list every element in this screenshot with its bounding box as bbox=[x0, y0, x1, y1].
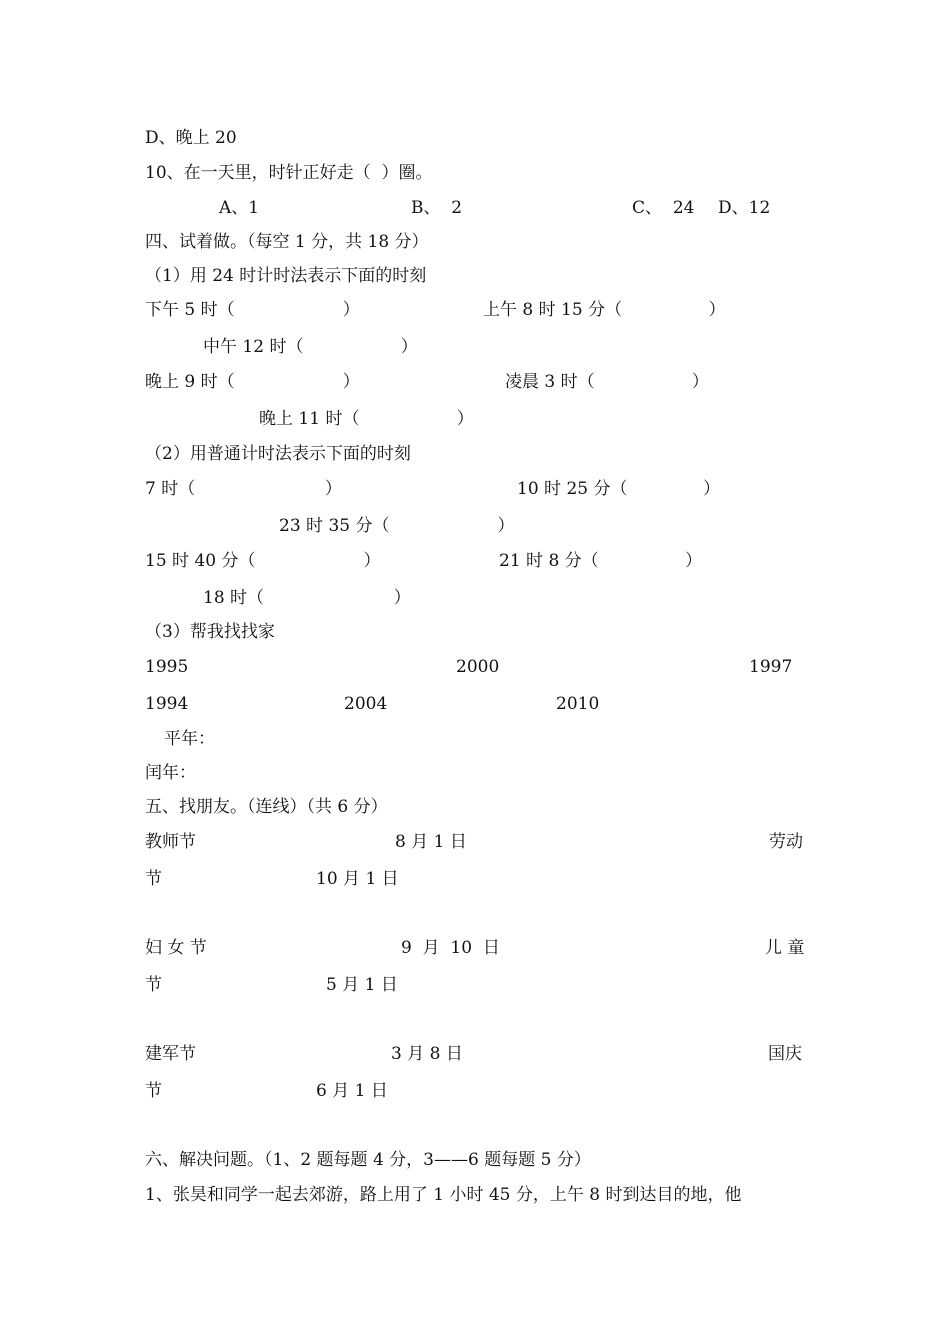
q10-stem: 10、在一天里，时针正好走（ ）圈。 bbox=[145, 163, 433, 183]
year-item: 2000 bbox=[456, 657, 500, 677]
section4-heading: 四、试着做。（每空 1 分，共 18 分） bbox=[145, 232, 429, 252]
match-right: 劳动 bbox=[769, 832, 803, 852]
common-year-label: 平年： bbox=[164, 729, 215, 749]
p2-item: 15 时 40 分（ ） bbox=[145, 551, 381, 571]
match-left: 建军节 bbox=[145, 1044, 196, 1064]
part2-heading: （2）用普通计时法表示下面的时刻 bbox=[145, 444, 411, 464]
section5-heading: 五、找朋友。（连线）（共 6 分） bbox=[145, 797, 388, 817]
year-item: 2004 bbox=[344, 694, 388, 714]
match-right: 国庆 bbox=[768, 1044, 802, 1064]
match-left: 教师节 bbox=[145, 832, 196, 852]
year-item: 2010 bbox=[556, 694, 600, 714]
match-mid: 9 月 10 日 bbox=[401, 938, 500, 958]
q10-option-c: C、 24 bbox=[632, 198, 695, 218]
leap-year-label: 闰年： bbox=[145, 763, 196, 783]
p1-item: 上午 8 时 15 分（ ） bbox=[483, 300, 726, 320]
match-mid: 8 月 1 日 bbox=[395, 832, 467, 852]
year-item: 1995 bbox=[145, 657, 189, 677]
section6-question-1: 1、张昊和同学一起去郊游，路上用了 1 小时 45 分，上午 8 时到达目的地，他 bbox=[145, 1185, 742, 1205]
p2-item: 21 时 8 分（ ） bbox=[499, 551, 703, 571]
match-left: 节 bbox=[145, 869, 162, 889]
p2-item: 10 时 25 分（ ） bbox=[517, 479, 721, 499]
p2-item: 18 时（ ） bbox=[203, 588, 411, 608]
year-item: 1994 bbox=[145, 694, 189, 714]
p1-item: 晚上 11 时（ ） bbox=[259, 409, 474, 429]
match-left: 妇 女 节 bbox=[145, 938, 207, 958]
section6-heading: 六、解决问题。（1、2 题每题 4 分，3——6 题每题 5 分） bbox=[145, 1150, 591, 1170]
p1-item: 下午 5 时（ ） bbox=[145, 300, 360, 320]
p1-item: 晚上 9 时（ ） bbox=[145, 372, 360, 392]
part3-heading: （3）帮我找找家 bbox=[145, 622, 275, 642]
match-mid: 3 月 8 日 bbox=[391, 1044, 463, 1064]
p2-item: 7 时（ ） bbox=[145, 479, 342, 499]
p1-item: 中午 12 时（ ） bbox=[203, 337, 418, 357]
match-right: 儿 童 bbox=[765, 938, 805, 958]
match-mid: 6 月 1 日 bbox=[316, 1081, 388, 1101]
p1-item: 凌晨 3 时（ ） bbox=[505, 372, 709, 392]
q10-option-a: A、1 bbox=[219, 198, 260, 218]
match-left: 节 bbox=[145, 1081, 162, 1101]
match-mid: 5 月 1 日 bbox=[326, 975, 398, 995]
match-mid: 10 月 1 日 bbox=[316, 869, 399, 889]
match-left: 节 bbox=[145, 975, 162, 995]
p2-item: 23 时 35 分（ ） bbox=[279, 516, 515, 536]
q10-option-d: D、12 bbox=[718, 198, 771, 218]
q10-option-b: B、 2 bbox=[411, 198, 463, 218]
q9-option-d: D、晚上 20 bbox=[145, 128, 237, 148]
year-item: 1997 bbox=[749, 657, 793, 677]
part1-heading: （1）用 24 时计时法表示下面的时刻 bbox=[145, 266, 427, 286]
